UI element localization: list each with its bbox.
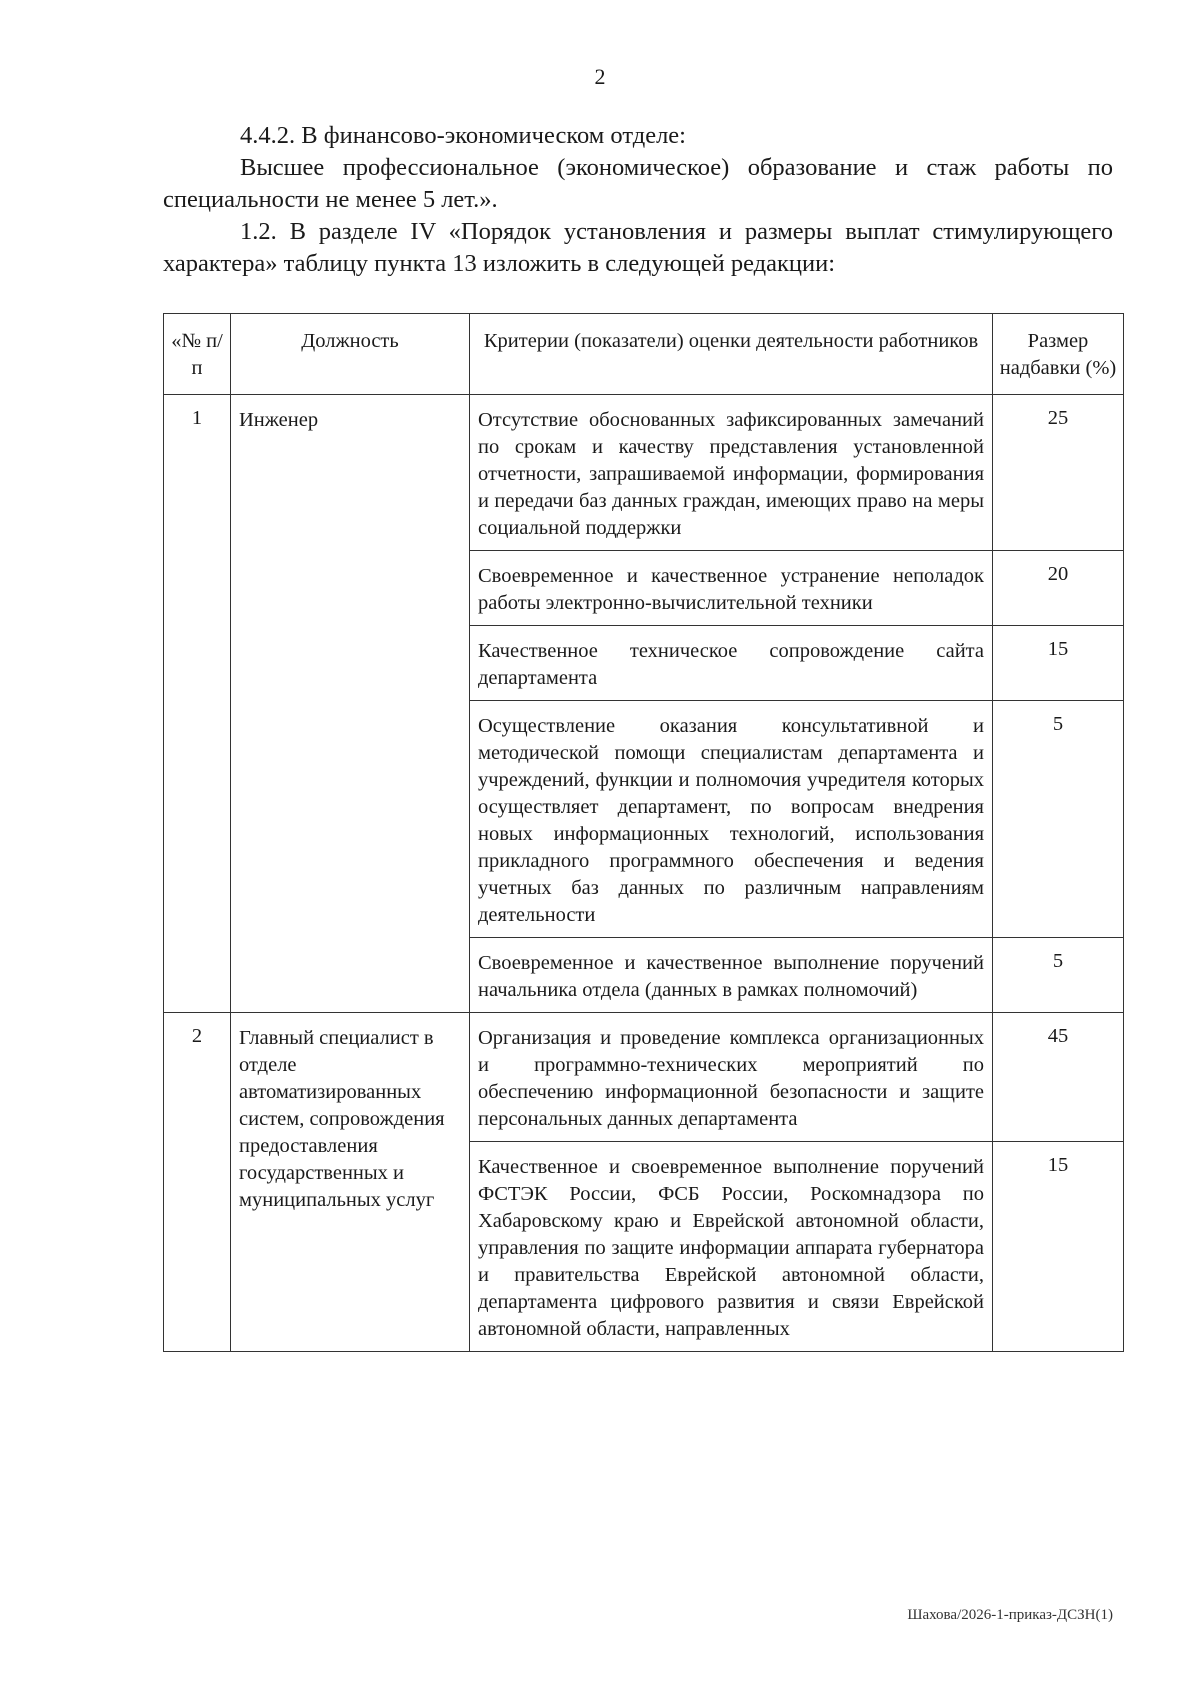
row-num: 1: [164, 395, 231, 1013]
document-footer-code: Шахова/2026-1-приказ-ДСЗН(1): [907, 1607, 1113, 1623]
criterion-text: Качественное техническое сопровождение сайта департамента: [470, 626, 993, 701]
row-position: Главный специалист в отделе автоматизированных систем, сопровождения предоставления государственных и муниципальных услуг: [231, 1013, 470, 1352]
page-number: 2: [594, 64, 606, 89]
header-size: Размер надбавки (%): [993, 314, 1124, 395]
criterion-text: Качественное и своевременное выполнение поручений ФСТЭК России, ФСБ России, Роскомнадзора по Хабаровскому краю и Еврейской автономной области, управления по защите информации аппарата губернатора и правительства Еврейской автономной области, департамента цифрового развития и связи Еврейской автономной области, направленных: [470, 1142, 993, 1352]
table-header-row: [164, 314, 1124, 395]
table-row: [164, 1013, 1124, 1142]
table-row: [164, 395, 1124, 551]
row-position: Инженер: [231, 395, 470, 1013]
criterion-size: 15: [993, 626, 1124, 701]
criterion-size: 20: [993, 551, 1124, 626]
header-criteria: Критерии (показатели) оценки деятельности работников: [470, 314, 993, 395]
criterion-text: Осуществление оказания консультативной и методической помощи специалистам департамента и учреждений, функции и полномочия учредителя которых осуществляет департамент, по вопросам внедрения новых информационных технологий, использования прикладного программного обеспечения и ведения учетных баз данных по различным направлениям деятельности: [470, 701, 993, 938]
paragraph-1-2: 1.2. В разделе IV «Порядок установления и размеры выплат стимулирующего характера» таблицу пункта 13 изложить в следующей редакции:: [163, 218, 1113, 277]
criterion-text: Своевременное и качественное устранение неполадок работы электронно-вычислительной техники: [470, 551, 993, 626]
header-position: Должность: [231, 314, 470, 395]
criterion-text: Своевременное и качественное выполнение поручений начальника отдела (данных в рамках полномочий): [470, 938, 993, 1013]
criterion-text: Отсутствие обоснованных зафиксированных замечаний по срокам и качеству представления установленной отчетности, запрашиваемой информации, формирования и передачи баз данных граждан, имеющих право на меры социальной поддержки: [470, 395, 993, 551]
allowance-table: [163, 313, 1124, 1352]
row-num: 2: [164, 1013, 231, 1352]
paragraph-4-4-2: 4.4.2. В финансово-экономическом отделе:: [240, 122, 686, 149]
paragraph-requirements: Высшее профессиональное (экономическое) образование и стаж работы по специальности не менее 5 лет.».: [163, 154, 1113, 213]
header-num: «№ п/п: [164, 314, 231, 395]
criterion-size: 25: [993, 395, 1124, 551]
criterion-size: 15: [993, 1142, 1124, 1352]
criterion-text: Организация и проведение комплекса организационных и программно-технических мероприятий по обеспечению информационной безопасности и защите персональных данных департамента: [470, 1013, 993, 1142]
criterion-size: 5: [993, 938, 1124, 1013]
criterion-size: 45: [993, 1013, 1124, 1142]
criterion-size: 5: [993, 701, 1124, 938]
intro-text: [163, 120, 1113, 280]
